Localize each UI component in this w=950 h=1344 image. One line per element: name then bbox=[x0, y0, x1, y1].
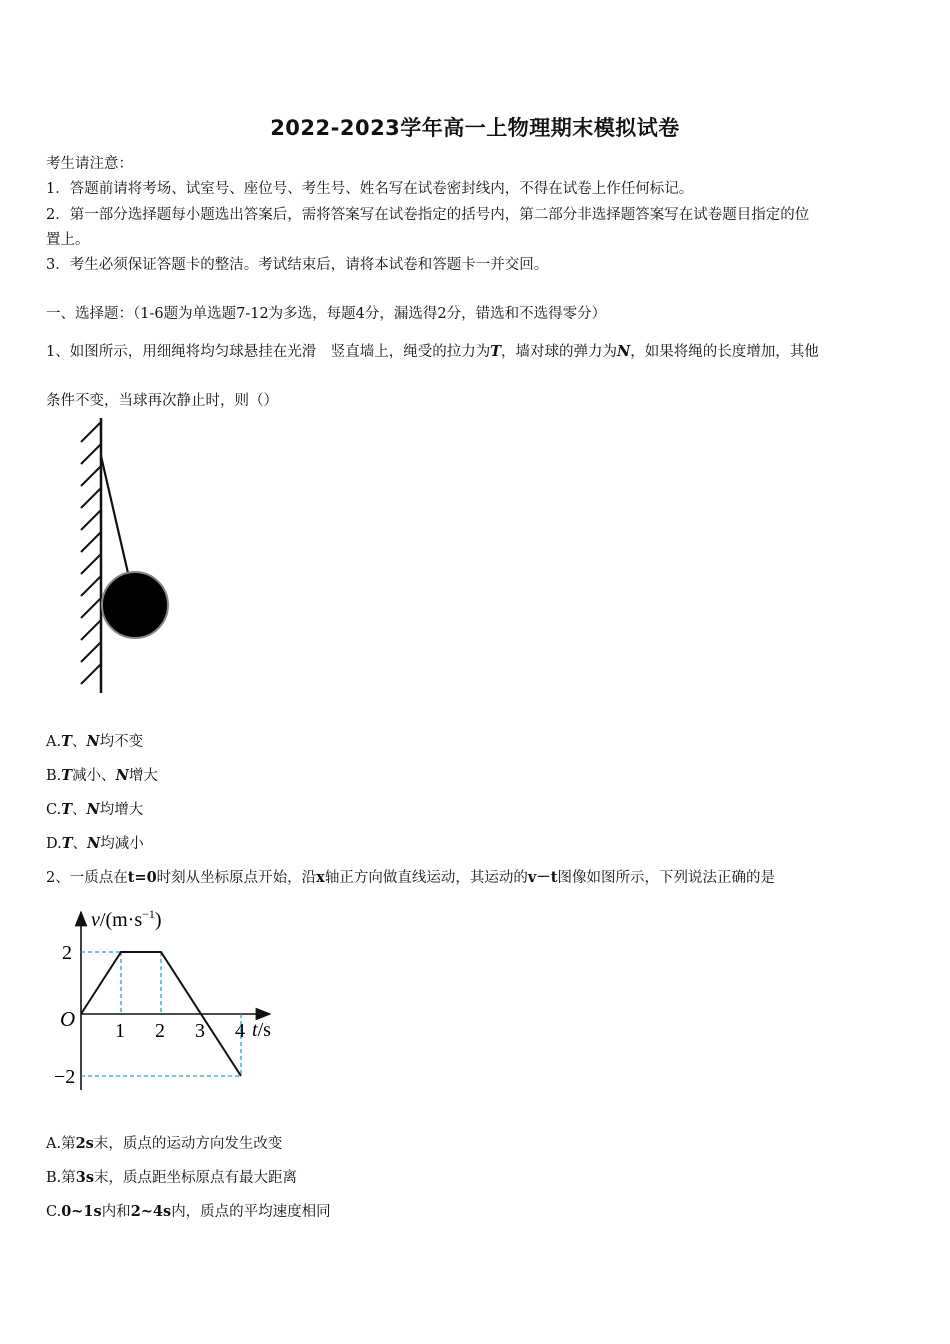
y-tick-label: −2 bbox=[54, 1066, 76, 1088]
q1-option-a bbox=[46, 730, 143, 751]
q2-option-b bbox=[46, 1166, 297, 1187]
q1-stem-line2: 条件不变，当球再次静止时，则（） bbox=[46, 393, 278, 409]
option-var-t: T bbox=[61, 801, 72, 818]
q1-option-d bbox=[46, 832, 144, 853]
option-sep: 、 bbox=[71, 734, 87, 750]
option-bold-2: 2~4s bbox=[130, 1203, 172, 1220]
option-letter: B. bbox=[46, 768, 62, 784]
option-var-n: N bbox=[86, 733, 100, 750]
notice-heading: 考生请注意： bbox=[46, 156, 133, 172]
notice-item-1: 1．答题前请将考场、试室号、座位号、考生号、姓名写在试卷密封线内，不得在试卷上作任何标记。 bbox=[46, 181, 694, 197]
q2-option-c bbox=[46, 1200, 331, 1221]
q2-stem-g: 图像如图所示，下列说法正确的是 bbox=[557, 870, 775, 886]
page-title: 2022-2023学年高一上物理期末模拟试卷 bbox=[270, 116, 680, 140]
option-sep: 、 bbox=[71, 802, 87, 818]
wall-hatching bbox=[81, 422, 101, 684]
section-heading: 一、选择题：（1-6题为单选题7-12为多选，每题4分，漏选得2分，错选和不选得零分） bbox=[46, 306, 607, 322]
option-var-n: N bbox=[87, 835, 101, 852]
option-pre: 第 bbox=[61, 1170, 76, 1186]
option-pre: 第 bbox=[61, 1136, 76, 1152]
q1-stem-a: 1、如图所示，用细绳将均匀球悬挂在光滑 竖直墙上，绳受的拉力为 bbox=[46, 344, 491, 360]
q1-var-t: T bbox=[490, 343, 502, 360]
option-var-t: T bbox=[61, 767, 73, 784]
q1-stem-b: ，墙对球的弹力为 bbox=[501, 344, 618, 360]
q2-vt-graph bbox=[46, 900, 286, 1090]
q1-wall-ball-figure bbox=[76, 418, 186, 696]
q2-stem bbox=[46, 866, 775, 887]
q2-stem-a: 2、一质点在 bbox=[46, 870, 128, 886]
option-mid: 减小、 bbox=[72, 768, 116, 784]
x-tick-label: 3 bbox=[195, 1020, 205, 1042]
x-tick-label: 4 bbox=[235, 1020, 245, 1042]
option-letter: C. bbox=[46, 802, 62, 818]
option-bold: 2s bbox=[75, 1135, 94, 1152]
option-var-t: T bbox=[61, 733, 72, 750]
rope-line bbox=[101, 456, 128, 573]
option-mid: 内和 bbox=[101, 1204, 131, 1220]
option-var-n: N bbox=[86, 801, 100, 818]
option-bold: 0~1s bbox=[61, 1203, 102, 1220]
q2-stem-d: x bbox=[316, 869, 325, 886]
ball bbox=[102, 572, 168, 638]
y-axis-label: $v/(m\cdot s^{-1})$ bbox=[91, 907, 162, 931]
q1-option-c bbox=[46, 798, 143, 819]
y-tick-label: 2 bbox=[62, 942, 72, 964]
option-text: 末，质点的运动方向发生改变 bbox=[93, 1136, 283, 1152]
option-text: 增大 bbox=[128, 768, 158, 784]
q1-stem-line1 bbox=[46, 340, 819, 361]
option-text: 均增大 bbox=[99, 802, 144, 818]
q1-stem-c: ，如果将绳的长度增加，其他 bbox=[630, 344, 819, 360]
notice-item-2-cont: 置上。 bbox=[46, 232, 90, 248]
q2-stem-f: v－t bbox=[527, 869, 558, 886]
option-var-n: N bbox=[115, 767, 129, 784]
x-axis-label: t/s bbox=[252, 1019, 271, 1041]
option-text: 均减小 bbox=[100, 836, 144, 852]
q2-stem-e: 轴正方向做直线运动，其运动的 bbox=[324, 870, 528, 886]
notice-item-2: 2．第一部分选择题每小题选出答案后，需将答案写在试卷指定的括号内，第二部分非选择题答案写在试卷题目指定的位 bbox=[46, 207, 810, 223]
option-letter: A. bbox=[46, 734, 62, 750]
option-letter: A. bbox=[46, 1136, 62, 1152]
q1-var-n: N bbox=[617, 343, 631, 360]
q1-option-b bbox=[46, 764, 158, 785]
origin-label: O bbox=[60, 1007, 76, 1031]
q2-option-a bbox=[46, 1132, 282, 1153]
x-tick-label: 1 bbox=[115, 1020, 125, 1042]
option-letter: D. bbox=[46, 836, 62, 852]
option-text: 均不变 bbox=[99, 734, 144, 750]
notice-item-3: 3．考生必须保证答题卡的整洁。考试结束后，请将本试卷和答题卡一并交回。 bbox=[46, 257, 549, 273]
x-tick-label: 2 bbox=[155, 1020, 165, 1042]
q2-stem-b: t=0 bbox=[127, 869, 157, 886]
q2-stem-c: 时刻从坐标原点开始，沿 bbox=[156, 870, 317, 886]
option-bold: 3s bbox=[75, 1169, 95, 1186]
option-sep: 、 bbox=[72, 836, 88, 852]
option-var-t: T bbox=[61, 835, 73, 852]
option-text: 内，质点的平均速度相同 bbox=[171, 1204, 331, 1220]
option-letter: C. bbox=[46, 1204, 62, 1220]
option-letter: B. bbox=[46, 1170, 62, 1186]
option-text: 末，质点距坐标原点有最大距离 bbox=[94, 1170, 298, 1186]
